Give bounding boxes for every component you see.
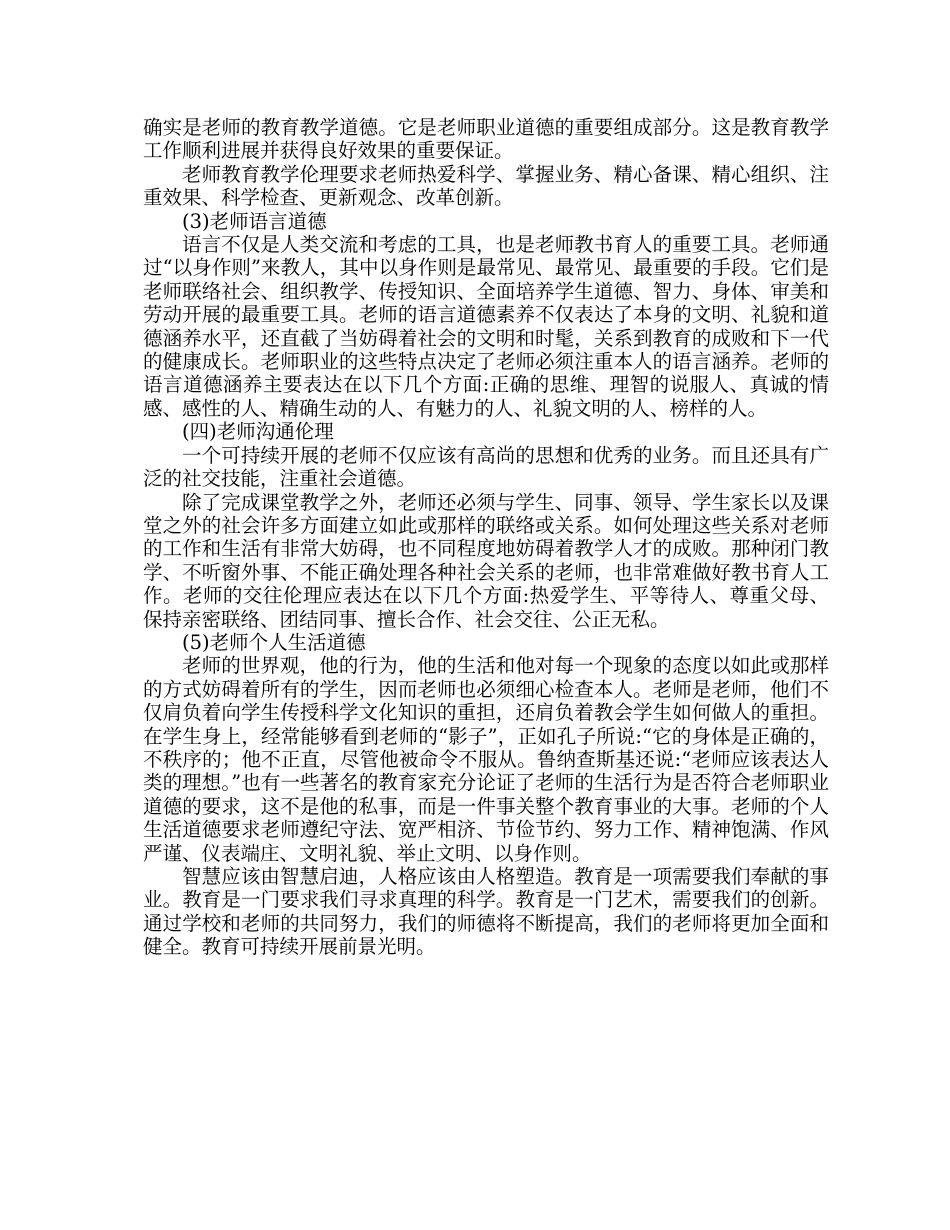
section-heading-personal-life-ethics: (5)老师个人生活道德 <box>182 630 366 654</box>
section-heading-communication-ethics: (四)老师沟通伦理 <box>182 420 334 444</box>
paragraph-relationships: 除了完成课堂教学之外，老师还必须与学生、同事、领导、学生家长以及课堂之外的社会许多方面建立如此或那样的联络或关系。如何处理这些关系对老师的工作和生活有非常大妨碍，也不同程度地妨碍着教学人才的成败。那种闭门教学、不听窗外事、不能正确处理各种社会关系的老师，也非常难做好教书育人工作。老师的交往伦理应表达在以下几个方面:热爱学生、平等待人、尊重父母、保持亲密联络、团结同事、擅长合作、社会交往、公正无私。 <box>143 490 829 631</box>
paragraph-teaching-ethics: 老师教育教学伦理要求老师热爱科学、掌握业务、精心备课、精心组织、注重效果、科学检查、更新观念、改革创新。 <box>143 162 829 210</box>
paragraph-continued: 确实是老师的教育教学道德。它是老师职业道德的重要组成部分。这是教育教学工作顺利进展并获得良好效果的重要保证。 <box>143 116 829 163</box>
document-body <box>143 116 829 959</box>
paragraph-language-ethics: 语言不仅是人类交流和考虑的工具，也是老师教书育人的重要工具。老师通过“以身作则”来教人，其中以身作则是最常见、最常见、最重要的手段。它们是老师联络社会、组织教学、传授知识、全面培养学生道德、智力、身体、审美和劳动开展的最重要工具。老师的语言道德素养不仅表达了本身的文明、礼貌和道德涵养水平，还直截了当妨碍着社会的文明和时髦，关系到教育的成败和下一代的健康成长。老师职业的这些特点决定了老师必须注重本人的语言涵养。老师的语言道德涵养主要表达在以下几个方面:正确的思维、理智的说服人、真诚的情感、感性的人、精确生动的人、有魅力的人、礼貌文明的人、榜样的人。 <box>143 233 829 420</box>
section-heading-language-ethics: (3)老师语言道德 <box>182 209 327 233</box>
paragraph-conclusion: 智慧应该由智慧启迪，人格应该由人格塑造。教育是一项需要我们奉献的事业。教育是一门要求我们寻求真理的科学。教育是一门艺术，需要我们的创新。通过学校和老师的共同努力，我们的师德将不断提高，我们的老师将更加全面和健全。教育可持续开展前景光明。 <box>143 865 829 959</box>
paragraph-personal-life: 老师的世界观，他的行为，他的生活和他对每一个现象的态度以如此或那样的方式妨碍着所有的学生，因而老师也必须细心检查本人。老师是老师，他们不仅肩负着向学生传授科学文化知识的重担，还肩负着教会学生如何做人的重担。在学生身上，经常能够看到老师的“影子”，正如孔子所说:“它的身体是正确的，不秩序的；他不正直，尽管他被命令不服从。鲁纳查斯基还说:“老师应该表达人类的理想。”也有一些著名的教育家充分论证了老师的生活行为是否符合老师职业道德的要求，这不是他的私事，而是一件事关整个教育事业的大事。老师的个人生活道德要求老师遵纪守法、宽严相济、节俭节约、努力工作、精神饱满、作风严谨、仪表端庄、文明礼貌、举止文明、以身作则。 <box>143 654 829 865</box>
paragraph-social-skills: 一个可持续开展的老师不仅应该有高尚的思想和优秀的业务。而且还具有广泛的社交技能，注重社会道德。 <box>143 443 829 491</box>
